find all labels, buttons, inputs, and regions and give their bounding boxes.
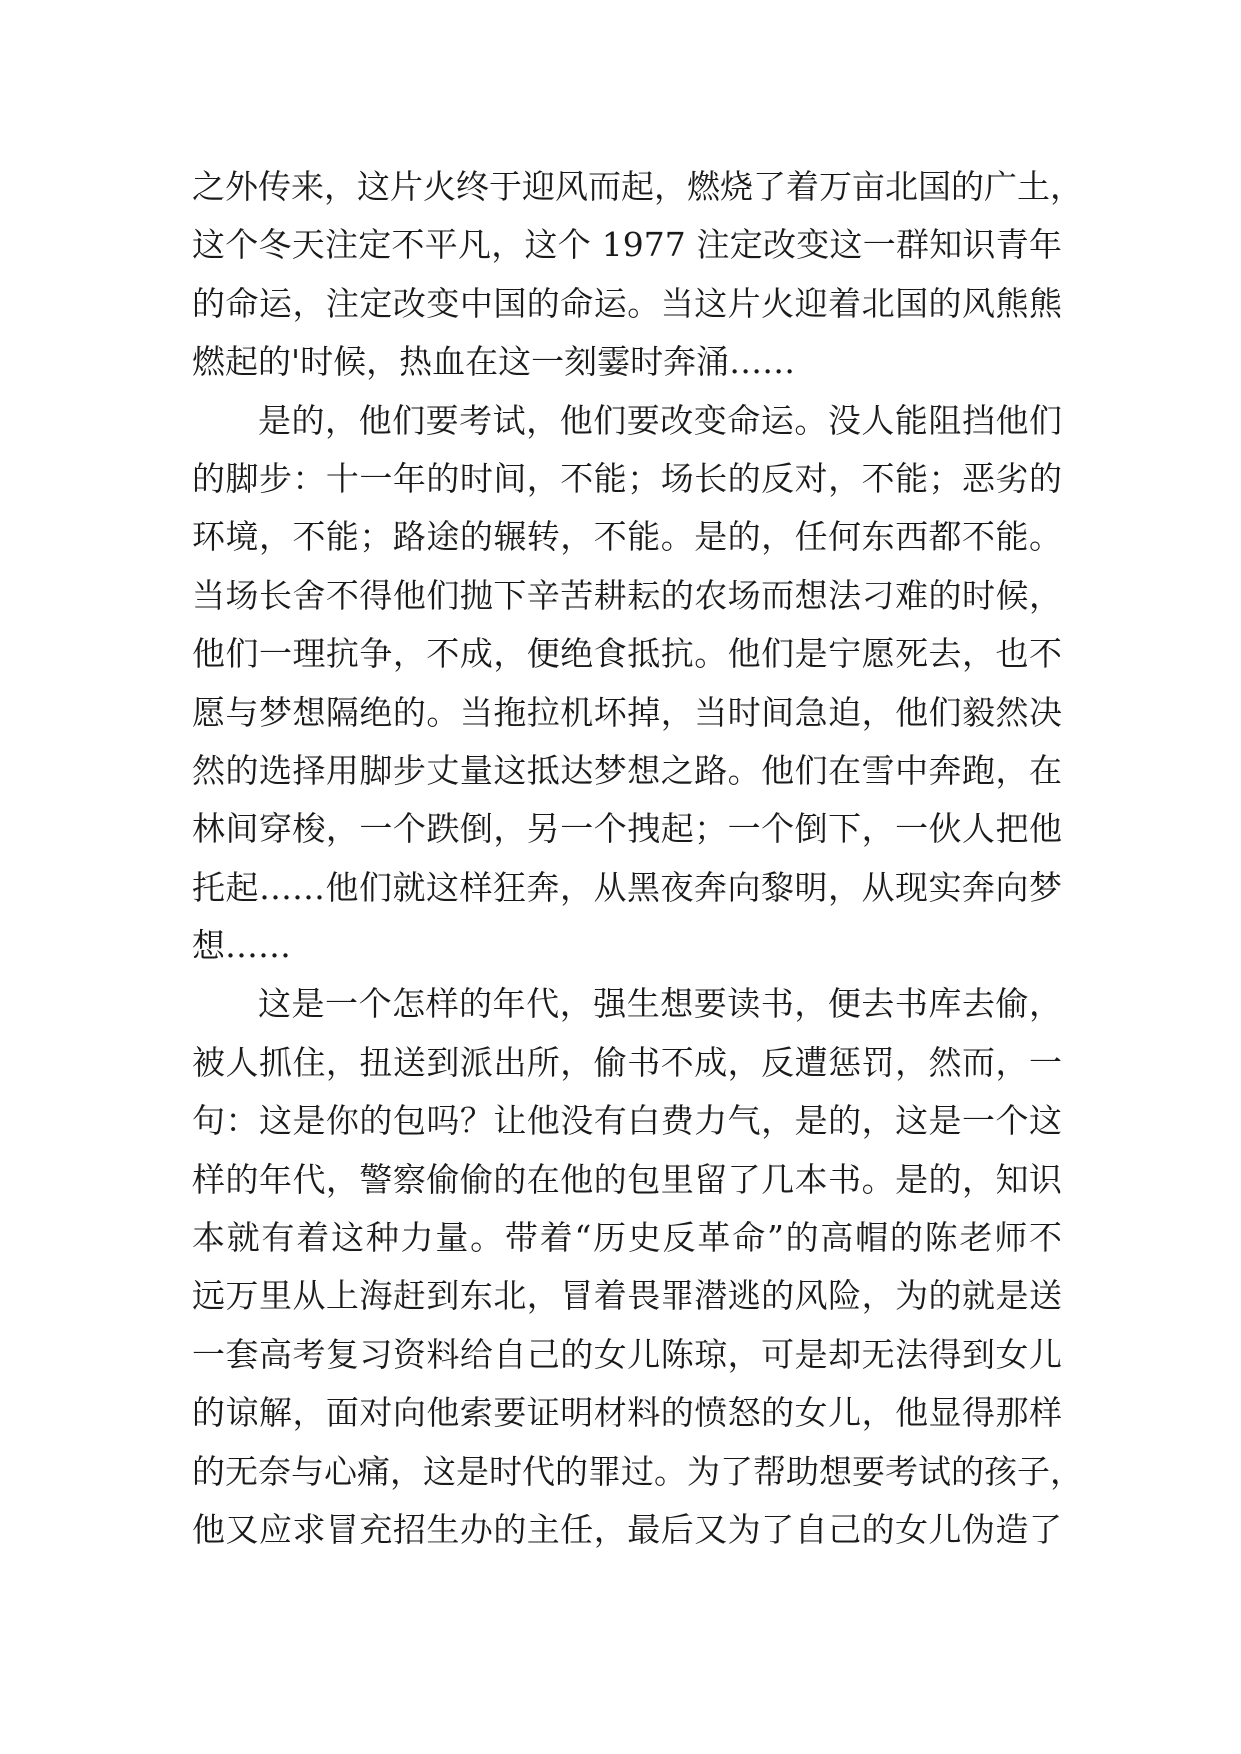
text-line: 然的选择用脚步丈量这抵达梦想之路。他们在雪中奔跑，在 <box>192 750 1062 790</box>
text-line: 之外传来，这片火终于迎风而起，燃烧了着万亩北国的广土， <box>192 167 1083 206</box>
text-line: 这是一个怎样的年代，强生想要读书，便去书库去偷， <box>258 984 1062 1024</box>
text-line: 被人抓住，扭送到派出所，偷书不成，反遭惩罚，然而，一 <box>192 1042 1062 1082</box>
text-line: 是的，他们要考试，他们要改变命运。没人能阻挡他们 <box>258 400 1062 440</box>
text-line: 的无奈与心痛，这是时代的罪过。为了帮助想要考试的孩子， <box>192 1451 1083 1491</box>
text-line: 远万里从上海赶到东北，冒着畏罪潜逃的风险，为的就是送 <box>192 1276 1062 1316</box>
text-line: 样的年代，警察偷偷的在他的包里留了几本书。是的，知识 <box>192 1159 1062 1199</box>
text-line: 愿与梦想隔绝的。当拖拉机坏掉，当时间急迫，他们毅然决 <box>192 692 1062 732</box>
text-line: 一套高考复习资料给自己的女儿陈琼，可是却无法得到女儿 <box>192 1334 1062 1374</box>
text-line: 燃起的'时候，热血在这一刻霎时奔涌…… <box>192 342 796 382</box>
text-line: 他又应求冒充招生办的主任，最后又为了自己的女儿伪造了 <box>192 1509 1062 1549</box>
text-line: 环境，不能；路途的辗转，不能。是的，任何东西都不能。 <box>192 517 1062 557</box>
text-line: 当场长舍不得他们抛下辛苦耕耘的农场而想法刁难的时候， <box>192 575 1062 615</box>
text-line: 林间穿梭，一个跌倒，另一个拽起；一个倒下，一伙人把他 <box>192 809 1062 849</box>
text-line: 他们一理抗争，不成，便绝食抵抗。他们是宁愿死去，也不 <box>192 634 1062 674</box>
text-line: 这个冬天注定不平凡，这个 1977 注定改变这一群知识青年 <box>192 225 1062 265</box>
text-line: 的命运，注定改变中国的命运。当这片火迎着北国的风熊熊 <box>192 283 1062 323</box>
text-line: 想…… <box>192 926 291 966</box>
text-line: 的谅解，面对向他索要证明材料的愤怒的女儿，他显得那样 <box>192 1393 1062 1433</box>
text-line: 的脚步：十一年的时间，不能；场长的反对，不能；恶劣的 <box>192 458 1062 498</box>
text-line: 托起……他们就这样狂奔，从黑夜奔向黎明，从现实奔向梦 <box>192 867 1062 907</box>
body-text <box>192 158 1083 1559</box>
text-line: 句：这是你的包吗？让他没有白费力气，是的，这是一个这 <box>192 1101 1062 1141</box>
text-line: 本就有着这种力量。带着“历史反革命”的高帽的陈老师不 <box>192 1218 1062 1258</box>
